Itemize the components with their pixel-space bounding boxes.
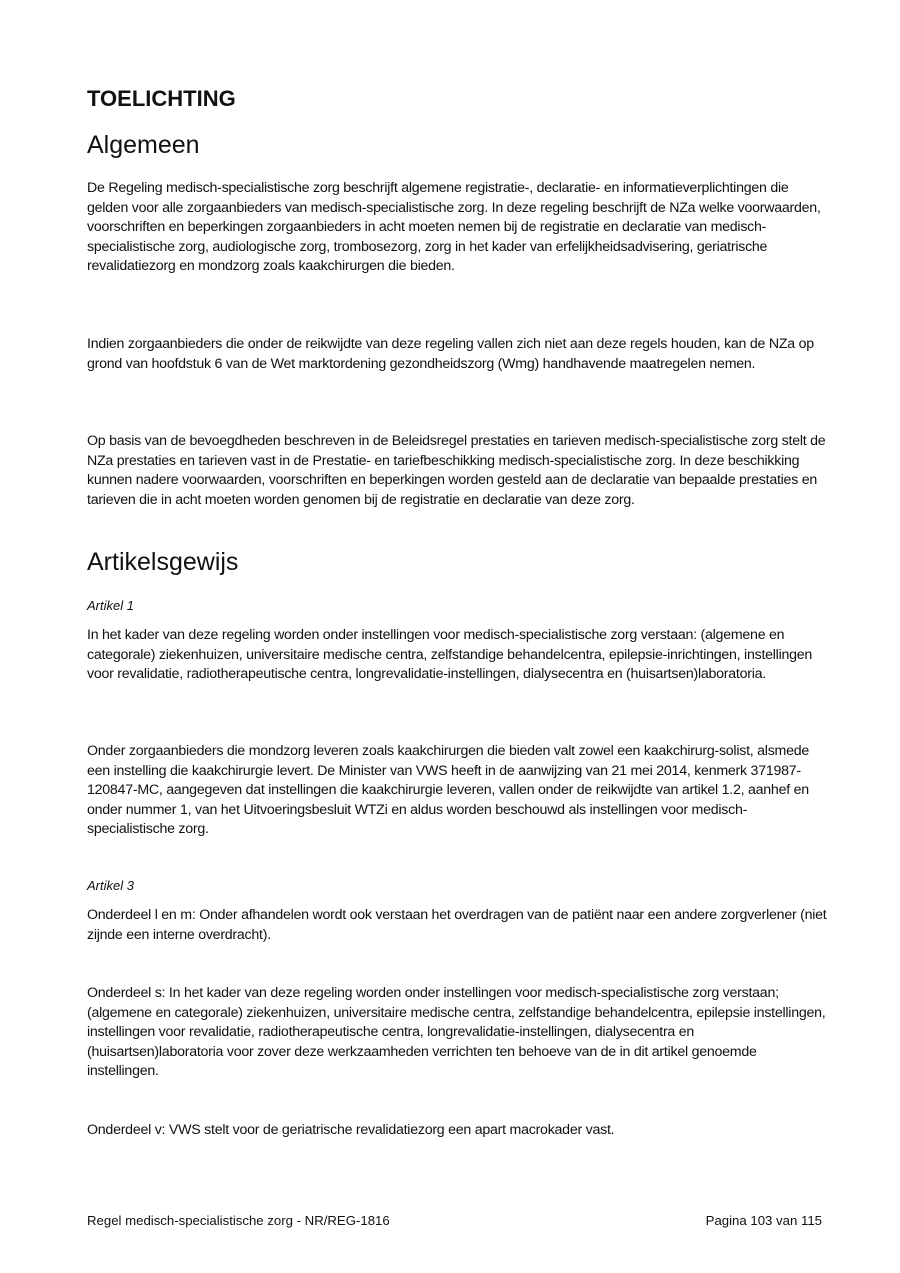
artikel-label: Artikel 1 (87, 598, 134, 613)
paragraph: De Regeling medisch-specialistische zorg beschrijft algemene registratie-, declaratie- en informatieverplichtingen die gelden voor alle zorgaanbieders van medisch-specialistische zorg. In deze regeling beschrijft de NZa welke voorwaarden, voorschriften en beperkingen zorgaanbieders in acht moeten nemen bij de registratie en declaratie van medisch-specialistische zorg, audiologische zorg, trombosezorg, zorg in het kader van erfelijkheidsadvisering, geriatrische revalidatiezorg en mondzorg zoals kaakchirurgen die bieden. (87, 180, 821, 275)
artikel-label: Artikel 3 (87, 878, 134, 893)
footer-page-number: Pagina 103 van 115 (705, 1213, 822, 1228)
page-title: TOELICHTING (87, 86, 236, 111)
paragraph: Indien zorgaanbieders die onder de reikwijdte van deze regeling vallen zich niet aan deze regels houden, kan de NZa op grond van hoofdstuk 6 van de Wet marktordening gezondheidszorg (Wmg) handhavende maatregelen nemen. (87, 336, 814, 372)
section-heading-artikelsgewijs: Artikelsgewijs (87, 548, 239, 576)
section-heading-algemeen: Algemeen (87, 131, 200, 159)
paragraph: Onderdeel v: VWS stelt voor de geriatrische revalidatiezorg een apart macrokader vast. (87, 1122, 615, 1138)
paragraph: Onderdeel l en m: Onder afhandelen wordt ook verstaan het overdragen van de patiënt naar een andere zorgverlener (niet zijnde een interne overdracht). (87, 907, 827, 943)
paragraph: Onderdeel s: In het kader van deze regeling worden onder instellingen voor medisch-specialistische zorg verstaan; (algemene en categorale) ziekenhuizen, universitaire medische centra, zelfstandige behandelcentra, epilepsie instellingen, instellingen voor revalidatie, radiotherapeutische centra, longrevalidatie-instellingen, dialysecentra en (huisartsen)laboratoria voor zover deze werkzaamheden verrichten ten behoeve van de in dit artikel genoemde instellingen. (87, 985, 826, 1080)
footer-document-id: Regel medisch-specialistische zorg - NR/REG-1816 (87, 1213, 390, 1228)
paragraph: Op basis van de bevoegdheden beschreven in de Beleidsregel prestaties en tarieven medisch-specialistische zorg stelt de NZa prestaties en tarieven vast in de Prestatie- en tariefbeschikking medisch-specialistische zorg. In deze beschikking kunnen nadere voorwaarden, voorschriften en beperkingen worden gesteld aan de declaratie van bepaalde prestaties en tarieven die in acht moeten worden genomen bij de registratie en declaratie van deze zorg. (87, 433, 826, 508)
paragraph: Onder zorgaanbieders die mondzorg leveren zoals kaakchirurgen die bieden valt zowel een kaakchirurg-solist, alsmede een instelling die kaakchirurgie levert. De Minister van VWS heeft in de aanwijzing van 21 mei 2014, kenmerk 371987-120847-MC, aangegeven dat instellingen die kaakchirurgie leveren, vallen onder de reikwijdte van artikel 1.2, aanhef en onder nummer 1, van het Uitvoeringsbesluit WTZi en aldus worden beschouwd als instellingen voor medisch-specialistische zorg. (87, 743, 810, 838)
paragraph: In het kader van deze regeling worden onder instellingen voor medisch-specialistische zorg verstaan: (algemene en categorale) ziekenhuizen, universitaire medische centra, zelfstandige behandelcentra, epilepsie-inrichtingen, instellingen voor revalidatie, radiotherapeutische centra, longrevalidatie-instellingen, dialysecentra en (huisartsen)laboratoria. (87, 627, 813, 683)
